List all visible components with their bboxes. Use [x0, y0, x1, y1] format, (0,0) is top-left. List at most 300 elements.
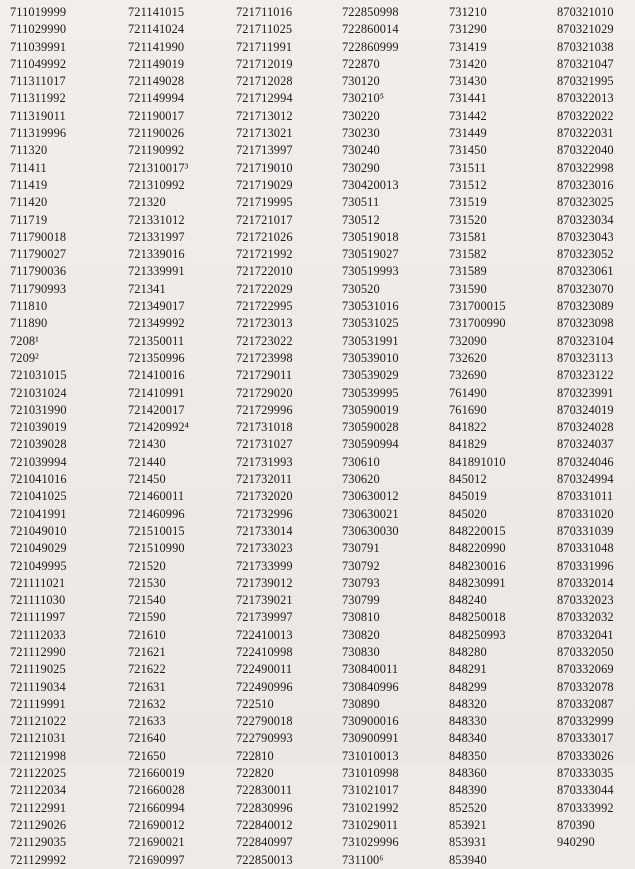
code-entry: 730620 [342, 472, 380, 487]
code-entry: 841829 [449, 437, 487, 452]
code-entry: 721049029 [10, 541, 67, 556]
code-entry: 722860014 [342, 22, 399, 37]
code-entry: 722410013 [236, 627, 293, 642]
code-entry: 870323098 [557, 316, 614, 331]
code-entry: 721732011 [236, 472, 293, 487]
code-entry: 848220990 [449, 541, 506, 556]
code-entry: 730791 [342, 541, 380, 556]
code-entry: 848220015 [449, 523, 506, 538]
code-entry: 870333017 [557, 731, 614, 746]
code-entry: 721111997 [10, 610, 66, 625]
code-entry: 721731993 [236, 454, 293, 469]
code-entry: 711790018 [10, 229, 67, 244]
code-entry: 721660019 [128, 766, 185, 781]
code-entry: 870331039 [557, 523, 614, 538]
code-entry: 721713997 [236, 143, 293, 158]
code-entry: 730793 [342, 575, 380, 590]
code-entry: 732690 [449, 368, 487, 383]
code-entry: 730630030 [342, 523, 399, 538]
code-entry: 848390 [449, 783, 487, 798]
code-entry: 940290 [557, 835, 595, 850]
code-entry: 848250018 [449, 610, 506, 625]
code-entry: 848330 [449, 714, 487, 729]
code-entry: 721121022 [10, 714, 67, 729]
code-entry: 721633 [128, 714, 166, 729]
code-entry: 721712994 [236, 91, 293, 106]
code-entry: 721530 [128, 575, 166, 590]
code-entry: 721739997 [236, 610, 293, 625]
code-entry: 721121998 [10, 748, 67, 763]
code-entry: 870323061 [557, 264, 614, 279]
code-entry: 870331011 [557, 489, 614, 504]
code-entry: 721141024 [128, 22, 185, 37]
code-entry: 721119991 [10, 696, 66, 711]
code-entry: 721129992 [10, 852, 67, 867]
code-column-3 [236, 4, 293, 869]
code-entry: 731511 [449, 160, 487, 175]
code-entry: 722790018 [236, 714, 293, 729]
code-entry: 731589 [449, 264, 487, 279]
code-entry: 721460011 [128, 489, 185, 504]
code-entry: 761690 [449, 402, 487, 417]
code-entry: 721719029 [236, 177, 293, 192]
code-entry: 730590994 [342, 437, 399, 452]
code-entry: 730420013 [342, 177, 399, 192]
code-entry: 711319011 [10, 108, 66, 123]
code-entry: 721190026 [128, 126, 185, 141]
code-entry: 721122034 [10, 783, 67, 798]
code-entry: 870332087 [557, 696, 614, 711]
code-entry: 721520 [128, 558, 166, 573]
code-entry: 722830011 [236, 783, 293, 798]
code-entry: 722830996 [236, 800, 293, 815]
code-entry: 721339016 [128, 247, 185, 262]
code-entry: 730220 [342, 108, 380, 123]
code-entry: 721049995 [10, 558, 67, 573]
code-entry: 870324994 [557, 472, 614, 487]
code-entry: 848230016 [449, 558, 506, 573]
code-entry: 711790027 [10, 247, 67, 262]
code-entry: 721320 [128, 195, 166, 210]
code-entry: 721129035 [10, 835, 67, 850]
code-entry: 721420017 [128, 402, 185, 417]
code-entry: 721031015 [10, 368, 67, 383]
code-entry: 845020 [449, 506, 487, 521]
code-entry: 721640 [128, 731, 166, 746]
code-entry: 870332999 [557, 714, 614, 729]
code-entry: 721739021 [236, 593, 293, 608]
code-entry: 721129026 [10, 817, 67, 832]
code-entry: 870332078 [557, 679, 614, 694]
code-entry: 721440 [128, 454, 166, 469]
code-entry: 721460996 [128, 506, 185, 521]
code-entry: 721420992⁴ [128, 420, 190, 435]
code-entry: 721430 [128, 437, 166, 452]
code-entry: 732620 [449, 350, 487, 365]
code-entry: 848230991 [449, 575, 506, 590]
code-entry: 721031990 [10, 402, 67, 417]
code-entry: 730539010 [342, 350, 399, 365]
code-entry: 870332041 [557, 627, 614, 642]
code-entry: 721039994 [10, 454, 67, 469]
code-entry: 721711991 [236, 39, 293, 54]
code-entry: 721141015 [128, 5, 185, 19]
code-entry: 721713021 [236, 126, 293, 141]
code-entry: 841822 [449, 420, 487, 435]
code-entry: 853921 [449, 817, 487, 832]
code-entry: 731290 [449, 22, 487, 37]
code-entry: 731582 [449, 247, 487, 262]
code-entry: 711790036 [10, 264, 67, 279]
code-entry: 7208¹ [10, 333, 39, 348]
code-entry: 721719995 [236, 195, 293, 210]
code-entry: 870322022 [557, 108, 614, 123]
code-entry: 730900991 [342, 731, 399, 746]
code-entry: 721190992 [128, 143, 185, 158]
code-entry: 730520 [342, 281, 380, 296]
code-entry: 848250993 [449, 627, 506, 642]
code-entry: 730840011 [342, 662, 399, 677]
code-entry: 870321029 [557, 22, 614, 37]
code-entry: 721112033 [10, 627, 66, 642]
code-entry: 731010013 [342, 748, 399, 763]
code-entry: 853940 [449, 852, 487, 867]
code-entry: 870332014 [557, 575, 614, 590]
code-entry: 870322040 [557, 143, 614, 158]
code-entry: 721722010 [236, 264, 293, 279]
code-entry: 721721017 [236, 212, 293, 227]
code-entry: 721119025 [10, 662, 66, 677]
code-entry: 721732020 [236, 489, 293, 504]
code-entry: 731520 [449, 212, 487, 227]
code-entry: 721112990 [10, 644, 66, 659]
code-entry: 870331996 [557, 558, 614, 573]
code-entry: 731021992 [342, 800, 399, 815]
code-entry: 761490 [449, 385, 487, 400]
code-entry: 721341 [128, 281, 166, 296]
code-entry: 721122991 [10, 800, 67, 815]
code-entry: 721039019 [10, 420, 67, 435]
code-entry: 721729011 [236, 368, 293, 383]
code-entry: 721540 [128, 593, 166, 608]
code-entry: 730519993 [342, 264, 399, 279]
code-entry: 731441 [449, 91, 487, 106]
code-entry: 731590 [449, 281, 487, 296]
code-entry: 711319996 [10, 126, 67, 141]
code-entry: 870323089 [557, 299, 614, 314]
code-column-4 [342, 4, 399, 869]
code-entry: 721190017 [128, 108, 185, 123]
code-entry: 730630012 [342, 489, 399, 504]
code-entry: 870324019 [557, 402, 614, 417]
code-entry: 848280 [449, 644, 487, 659]
code-entry: 870332023 [557, 593, 614, 608]
code-entry: 848240 [449, 593, 487, 608]
code-entry: 721731027 [236, 437, 293, 452]
code-entry: 870390 [557, 817, 595, 832]
code-entry: 721733023 [236, 541, 293, 556]
code-column-2 [128, 4, 189, 869]
code-entry: 711420 [10, 195, 48, 210]
code-entry: 711719 [10, 212, 48, 227]
code-entry: 721349017 [128, 299, 185, 314]
code-entry: 721721992 [236, 247, 293, 262]
code-entry: 721121031 [10, 731, 67, 746]
code-entry: 722490996 [236, 679, 293, 694]
code-entry: 722510 [236, 696, 274, 711]
code-entry: 730290 [342, 160, 380, 175]
code-entry: 721122025 [10, 766, 67, 781]
code-entry: 711890 [10, 316, 48, 331]
code-entry: 730230 [342, 126, 380, 141]
code-entry: 870323113 [557, 350, 614, 365]
code-entry: 870332050 [557, 644, 614, 659]
code-entry: 731450 [449, 143, 487, 158]
code-entry: 721119034 [10, 679, 66, 694]
code-entry: 722790993 [236, 731, 293, 746]
code-entry: 721590 [128, 610, 166, 625]
code-entry: 730610 [342, 454, 380, 469]
code-entry: 711810 [10, 299, 48, 314]
code-entry: 721723998 [236, 350, 293, 365]
code-entry: 721149994 [128, 91, 185, 106]
code-entry: 845019 [449, 489, 487, 504]
code-entry: 731700015 [449, 299, 506, 314]
code-entry: 870331020 [557, 506, 614, 521]
code-entry: 721712028 [236, 74, 293, 89]
code-entry: 841891010 [449, 454, 506, 469]
code-entry: 711311992 [10, 91, 66, 106]
code-entry: 731029996 [342, 835, 399, 850]
code-entry: 730820 [342, 627, 380, 642]
code-entry: 721310992 [128, 177, 185, 192]
code-entry: 721660994 [128, 800, 185, 815]
code-entry: 722850013 [236, 852, 293, 867]
code-entry: 721719010 [236, 160, 293, 175]
code-entry: 721723022 [236, 333, 293, 348]
code-entry: 731519 [449, 195, 487, 210]
code-entry: 870323043 [557, 229, 614, 244]
code-entry: 721690012 [128, 817, 185, 832]
code-entry: 730519018 [342, 229, 399, 244]
code-entry: 722840012 [236, 817, 293, 832]
code-entry: 721049010 [10, 523, 67, 538]
code-entry: 870323052 [557, 247, 614, 262]
code-entry: 721712019 [236, 56, 293, 71]
code-entry: 870333044 [557, 783, 614, 798]
code-entry: 730630021 [342, 506, 399, 521]
code-entry: 730539029 [342, 368, 399, 383]
code-entry: 731010998 [342, 766, 399, 781]
code-entry: 721711025 [236, 22, 293, 37]
code-entry: 721410016 [128, 368, 185, 383]
code-entry: 721732996 [236, 506, 293, 521]
code-entry: 730120 [342, 74, 380, 89]
code-entry: 870333035 [557, 766, 614, 781]
code-entry: 721660028 [128, 783, 185, 798]
code-entry: 870332032 [557, 610, 614, 625]
code-entry: 731442 [449, 108, 487, 123]
code-entry: 731512 [449, 177, 487, 192]
code-entry: 721039028 [10, 437, 67, 452]
code-entry: 853931 [449, 835, 487, 850]
code-entry: 722820 [236, 766, 274, 781]
code-entry: 721622 [128, 662, 166, 677]
code-entry: 731420 [449, 56, 487, 71]
code-entry: 730531016 [342, 299, 399, 314]
code-entry: 711790993 [10, 281, 67, 296]
code-entry: 711029990 [10, 22, 67, 37]
code-entry: 870322998 [557, 160, 614, 175]
code-entry: 721690997 [128, 852, 185, 867]
code-entry: 721410991 [128, 385, 185, 400]
code-entry: 711320 [10, 143, 48, 158]
code-entry: 721339991 [128, 264, 185, 279]
code-entry: 848320 [449, 696, 487, 711]
code-entry: 870322013 [557, 91, 614, 106]
code-entry: 730792 [342, 558, 380, 573]
code-entry: 722860999 [342, 39, 399, 54]
code-entry: 731029011 [342, 817, 399, 832]
code-entry: 870323070 [557, 281, 614, 296]
code-entry: 730511 [342, 195, 380, 210]
code-entry: 730590019 [342, 402, 399, 417]
code-entry: 870323104 [557, 333, 614, 348]
code-entry: 870323122 [557, 368, 614, 383]
code-column-6 [557, 4, 614, 852]
code-column-1 [10, 4, 67, 869]
code-entry: 848350 [449, 748, 487, 763]
code-entry: 730799 [342, 593, 380, 608]
code-entry: 721721026 [236, 229, 293, 244]
code-entry: 711419 [10, 177, 48, 192]
code-entry: 870322031 [557, 126, 614, 141]
code-entry: 722870 [342, 56, 380, 71]
code-column-5 [449, 4, 506, 869]
code-entry: 845012 [449, 472, 487, 487]
code-entry: 721450 [128, 472, 166, 487]
code-entry: 870323034 [557, 212, 614, 227]
code-entry: 731100⁶ [342, 852, 384, 867]
code-entry: 731021017 [342, 783, 399, 798]
code-entry: 721739012 [236, 575, 293, 590]
code-entry: 870321038 [557, 39, 614, 54]
code-entry: 730531991 [342, 333, 399, 348]
code-entry: 870323025 [557, 195, 614, 210]
code-entry: 721350011 [128, 333, 185, 348]
code-entry: 870332069 [557, 662, 614, 677]
code-entry: 721621 [128, 644, 166, 659]
code-entry: 870324046 [557, 454, 614, 469]
code-entry: 730539995 [342, 385, 399, 400]
code-entry: 870323016 [557, 177, 614, 192]
code-entry: 731419 [449, 39, 487, 54]
code-entry: 721111021 [10, 575, 66, 590]
code-entry: 848299 [449, 679, 487, 694]
code-entry: 721632 [128, 696, 166, 711]
code-entry: 721349992 [128, 316, 185, 331]
code-entry: 731700990 [449, 316, 506, 331]
code-entry: 721729020 [236, 385, 293, 400]
code-entry: 870331048 [557, 541, 614, 556]
code-entry: 721331012 [128, 212, 185, 227]
code-entry: 721041016 [10, 472, 67, 487]
code-entry: 852520 [449, 800, 487, 815]
code-entry: 730240 [342, 143, 380, 158]
code-entry: 711411 [10, 160, 47, 175]
code-entry: 721041991 [10, 506, 67, 521]
code-entry: 721510990 [128, 541, 185, 556]
code-entry: 848340 [449, 731, 487, 746]
code-entry: 722810 [236, 748, 274, 763]
code-entry: 711019999 [10, 5, 67, 19]
code-entry: 730810 [342, 610, 380, 625]
code-entry: 721141990 [128, 39, 185, 54]
code-entry: 730900016 [342, 714, 399, 729]
code-entry: 721733014 [236, 523, 293, 538]
code-entry: 848360 [449, 766, 487, 781]
code-entry: 721723013 [236, 316, 293, 331]
code-entry: 711039991 [10, 39, 67, 54]
code-entry: 721731018 [236, 420, 293, 435]
code-entry: 870324028 [557, 420, 614, 435]
code-entry: 721729996 [236, 402, 293, 417]
code-entry: 721610 [128, 627, 166, 642]
code-entry: 870321995 [557, 74, 614, 89]
code-entry: 730890 [342, 696, 380, 711]
code-entry: 721111030 [10, 593, 66, 608]
code-entry: 721713012 [236, 108, 293, 123]
code-entry: 730210⁵ [342, 91, 385, 106]
code-entry: 722410998 [236, 644, 293, 659]
code-entry: 721510015 [128, 523, 185, 538]
code-entry: 721149028 [128, 74, 185, 89]
code-entry: 722850998 [342, 5, 399, 19]
code-entry: 721149019 [128, 56, 185, 71]
code-entry: 721690021 [128, 835, 185, 850]
code-entry: 721041025 [10, 489, 67, 504]
code-entry: 870333026 [557, 748, 614, 763]
code-entry: 722490011 [236, 662, 293, 677]
code-entry: 721722029 [236, 281, 293, 296]
code-entry: 870333992 [557, 800, 614, 815]
code-entry: 721722995 [236, 299, 293, 314]
code-entry: 721350996 [128, 350, 185, 365]
code-entry: 731581 [449, 229, 487, 244]
code-entry: 711049992 [10, 56, 67, 71]
code-entry: 721310017³ [128, 160, 189, 175]
code-entry: 731210 [449, 5, 487, 19]
code-entry: 730512 [342, 212, 380, 227]
code-entry: 711311017 [10, 74, 66, 89]
code-entry: 721631 [128, 679, 166, 694]
code-entry: 721733999 [236, 558, 293, 573]
code-entry: 732090 [449, 333, 487, 348]
code-entry: 730590028 [342, 420, 399, 435]
code-entry: 722840997 [236, 835, 293, 850]
code-entry: 870323991 [557, 385, 614, 400]
code-entry: 721650 [128, 748, 166, 763]
code-entry: 730531025 [342, 316, 399, 331]
code-entry: 721711016 [236, 5, 293, 19]
code-entry: 730519027 [342, 247, 399, 262]
code-entry: 721331997 [128, 229, 185, 244]
code-entry: 870324037 [557, 437, 614, 452]
code-entry: 721031024 [10, 385, 67, 400]
code-entry: 7209² [10, 350, 39, 365]
code-entry: 730840996 [342, 679, 399, 694]
code-entry: 848291 [449, 662, 487, 677]
